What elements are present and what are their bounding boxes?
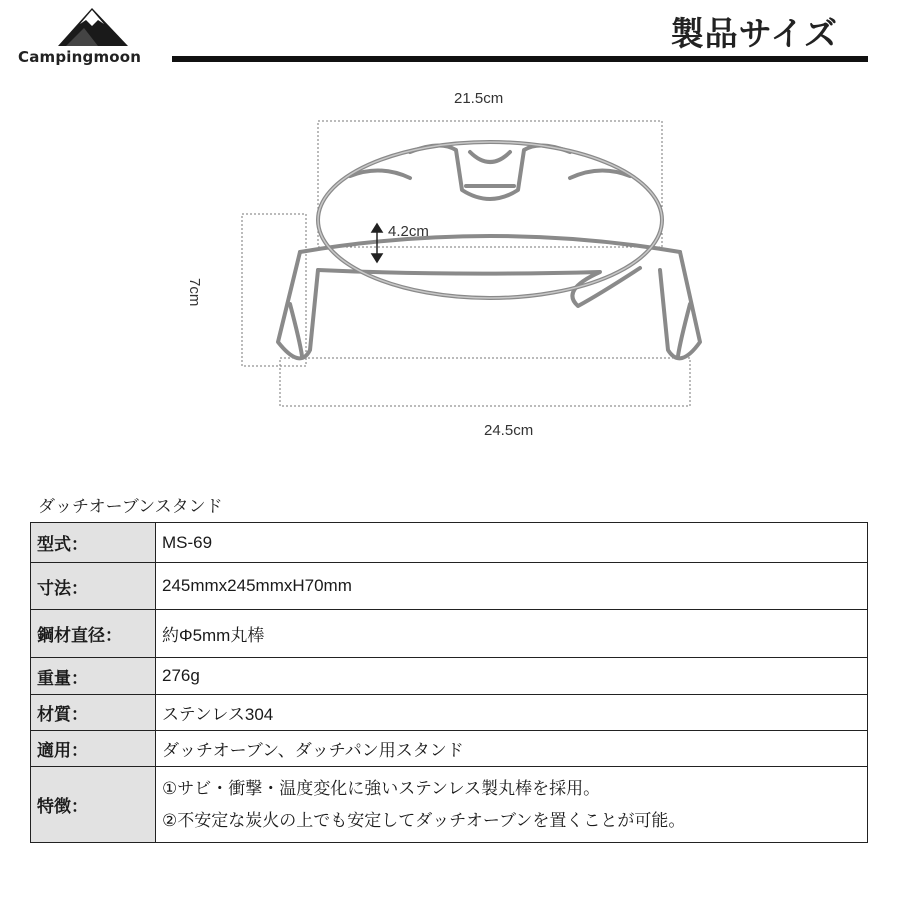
brand-name: Campingmoon — [18, 48, 142, 66]
spec-value: ステンレス304 — [156, 695, 868, 731]
width-dimension: 21.5cm — [454, 90, 504, 107]
header-divider — [172, 56, 868, 62]
base-width-dimension: 24.5cm — [484, 422, 534, 439]
spec-label: 重量： — [31, 658, 156, 695]
dutch-oven-stand-illustration — [0, 80, 900, 460]
spec-row-weight — [31, 658, 868, 695]
mountain-logo-icon — [58, 6, 128, 46]
spec-value: MS-69 — [156, 523, 868, 563]
feature-line: ②不安定な炭火の上でも安定してダッチオーブンを置くことが可能。 — [162, 810, 686, 830]
spec-label: 適用： — [31, 731, 156, 767]
spec-label: 鋼材直径： — [31, 610, 156, 658]
spec-label: 型式： — [31, 523, 156, 563]
spec-label: 寸法： — [31, 563, 156, 610]
spec-value: 276g — [156, 658, 868, 695]
spec-value: ダッチオーブン、ダッチパン用スタンド — [156, 731, 868, 767]
brand-logo — [18, 6, 163, 70]
spec-table — [30, 522, 868, 843]
spec-row-material — [31, 695, 868, 731]
spec-label: 材質： — [31, 695, 156, 731]
inner-height-dimension: 4.2cm — [388, 223, 429, 240]
spec-row-dimensions — [31, 563, 868, 610]
spec-label: 特徴： — [31, 767, 156, 843]
spec-value: 245mmx245mmxH70mm — [156, 563, 868, 610]
spec-row-features — [31, 767, 868, 843]
height-dimension: 7cm — [186, 278, 203, 307]
page-title: 製品サイズ — [670, 14, 838, 53]
product-diagram — [0, 80, 900, 460]
spec-row-steel-diameter — [31, 610, 868, 658]
spec-value — [156, 767, 868, 843]
spec-row-model — [31, 523, 868, 563]
spec-value: 約Φ5mm丸棒 — [156, 610, 868, 658]
product-name: ダッチオーブンスタンド — [38, 497, 223, 517]
spec-row-usage — [31, 731, 868, 767]
feature-line: ①サビ・衝撃・温度変化に強いステンレス製丸棒を採用。 — [162, 778, 601, 798]
